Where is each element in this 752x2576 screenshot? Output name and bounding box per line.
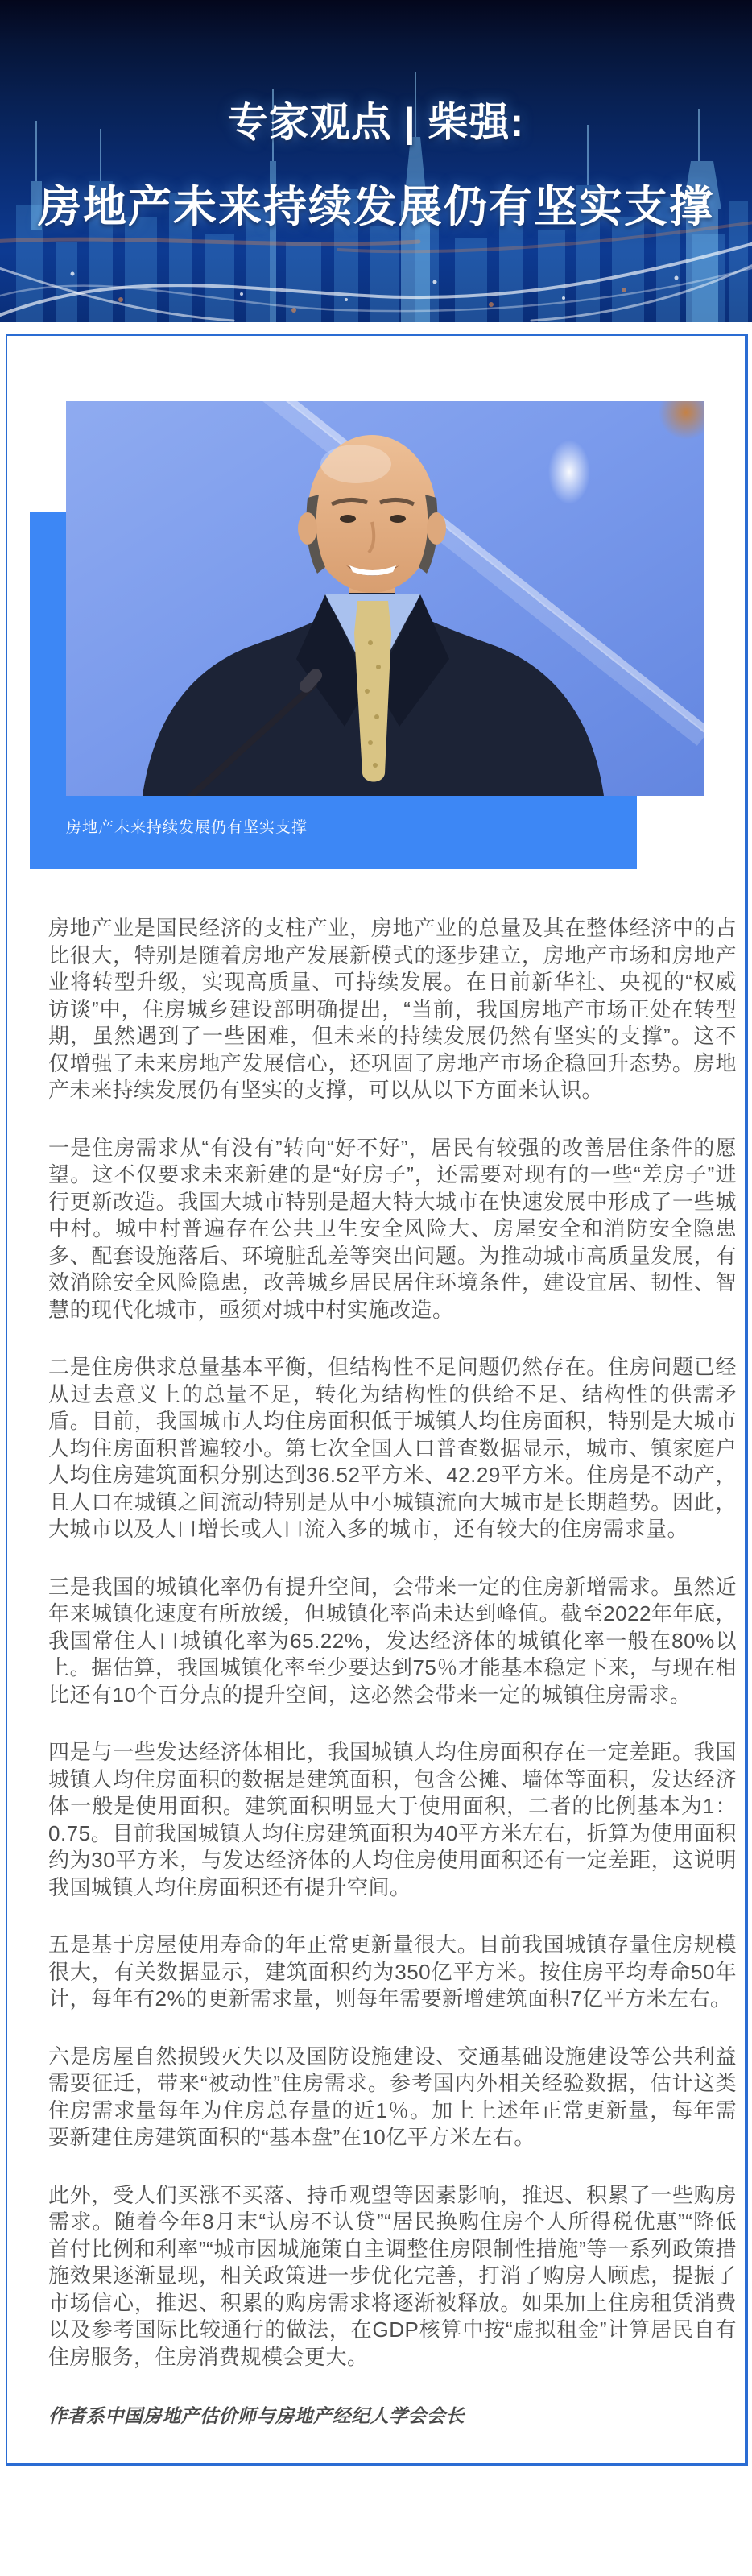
- article-paragraph: 二是住房供求总量基本平衡，但结构性不足问题仍然存在。住房问题已经从过去意义上的总量不足，转化为结构性的供给不足、结构性的供需矛盾。目前，我国城市人均住房面积低于城镇人均住房面积，特别是大城市人均住房面积普遍较小。第七次全国人口普查数据显示，城市、镇家庭户人均住房建筑面积分别达到36.52平方米、42.29平方米。住房是不动产，且人口在城镇之间流动特别是从中小城镇流向大城市是长期趋势。因此，大城市以及人口增长或人口流入多的城市，还有较大的住房需求量。: [48, 1355, 737, 1541]
- speaker-photo-art: [66, 401, 704, 796]
- article-paragraph: 六是房屋自然损毁灭失以及国防设施建设、交通基础设施建设等公共利益需要征迁，带来“被动性”住房需求。参考国内外相关经验数据，估计这类住房需求量每年为住房总存量的近1％。加上上述年正常更新量，每年需要新建住房建筑面积的“基本盘”在10亿平方米左右。: [48, 2044, 737, 2149]
- article-paragraph: 一是住房需求从“有没有”转向“好不好”，居民有较强的改善居住条件的愿望。这不仅要求未来新建的是“好房子”，还需要对现有的一些“差房子”进行更新改造。我国大城市特别是超大特大城市在快速发展中形成了一些城中村。城中村普遍存在公共卫生安全风险大、房屋安全和消防安全隐患多、配套设施落后、环境脏乱差等突出问题。为推动城市高质量发展，有效消除安全风险隐患，改善城乡居民居住环境条件，建设宜居、韧性、智慧的现代化城市，亟须对城中村实施改造。: [48, 1135, 737, 1322]
- article-frame: [6, 334, 748, 2466]
- photo-caption: 房地产未来持续发展仍有坚实支撑: [66, 819, 308, 836]
- author-note: 作者系中国房地产估价师与房地产经纪人学会会长: [48, 2405, 465, 2426]
- banner: [0, 0, 752, 322]
- banner-title-line2: 房地产未来持续发展仍有坚实支撑: [38, 183, 714, 231]
- article-figure: [7, 401, 745, 869]
- article-paragraph: 五是基于房屋使用寿命的年正常更新量很大。目前我国城镇存量住房规模很大，有关数据显示，建筑面积约为350亿平方米。按住房平均寿命50年计，每年有2%的更新需求量，则每年需要新增建筑面积7亿平方米左右。: [48, 1932, 737, 2011]
- speaker-photo[interactable]: [66, 401, 704, 796]
- article-paragraph: 此外，受人们买涨不买落、持币观望等因素影响，推迟、积累了一些购房需求。随着今年8月末“认房不认贷”“居民换购住房个人所得税优惠”“降低首付比例和利率”“城市因城施策自主调整住房限制性措施”等一系列政策措施效果逐渐显现，相关政策进一步优化完善，打消了购房人顾虑，提振了市场信心，推迟、积累的购房需求将逐渐被释放。如果加上住房租赁消费以及参考国际比较通行的做法，在GDP核算中按“虚拟租金”计算居民自有住房服务，住房消费规模会更大。: [48, 2182, 737, 2369]
- banner-title-line1: 专家观点 | 柴强:: [227, 100, 525, 145]
- article-paragraph: 四是与一些发达经济体相比，我国城镇人均住房面积存在一定差距。我国城镇人均住房面积的数据是建筑面积，包含公摊、墙体等面积，发达经济体一般是使用面积。建筑面积明显大于使用面积，二者的比例基本为1：0.75。目前我国城镇人均住房建筑面积为40平方米左右，折算为使用面积约为30平方米，与发达经济体的人均住房使用面积还有一定差距，这说明我国城镇人均住房面积还有提升空间。: [48, 1740, 737, 1899]
- banner-titles: [0, 0, 752, 322]
- article-paragraph: 三是我国的城镇化率仍有提升空间，会带来一定的住房新增需求。虽然近年来城镇化速度有所放缓，但城镇化率尚未达到峰值。截至2022年年底，我国常住人口城镇化率为65.22%，发达经济体的城镇化率一般在80%以上。据估算，我国城镇化率至少要达到75％才能基本稳定下来，与现在相比还有10个百分点的提升空间，这必然会带来一定的城镇住房需求。: [48, 1574, 737, 1707]
- article-paragraph: 房地产业是国民经济的支柱产业，房地产业的总量及其在整体经济中的占比很大，特别是随着房地产发展新模式的逐步建立，房地产市场和房地产业将转型升级，实现高质量、可持续发展。在日前新华社、央视的“权威访谈”中，住房城乡建设部明确提出，“当前，我国房地产市场正处在转型期，虽然遇到了一些困难，但未来的持续发展仍然有坚实的支撑”。这不仅增强了未来房地产发展信心，还巩固了房地产市场企稳回升态势。房地产未来持续发展仍有坚实的支撑，可以从以下方面来认识。: [48, 916, 737, 1102]
- article-body: [7, 915, 745, 2371]
